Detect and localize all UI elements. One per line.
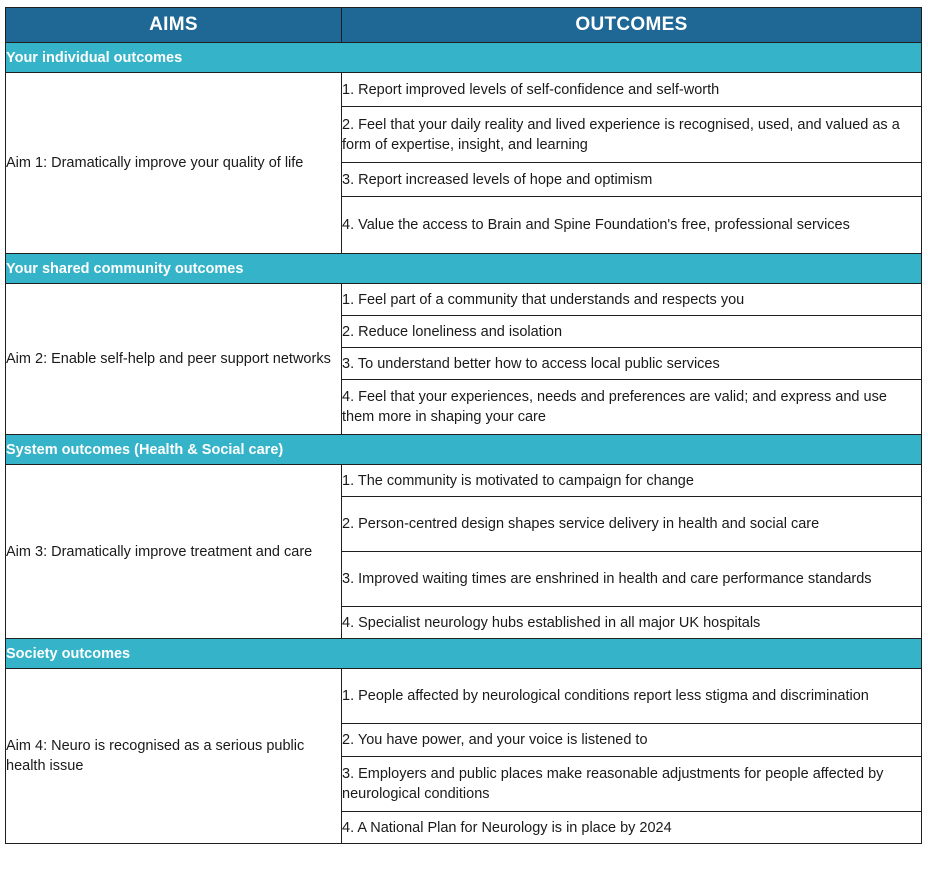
section-title-society: Society outcomes (6, 639, 922, 669)
aim-3-cell: Aim 3: Dramatically improve treatment and care (6, 465, 342, 639)
outcome-cell: 3. Employers and public places make reasonable adjustments for people affected by neurological conditions (342, 757, 922, 812)
outcome-cell: 2. You have power, and your voice is listened to (342, 724, 922, 757)
aim-4-cell: Aim 4: Neuro is recognised as a serious public health issue (6, 669, 342, 844)
outcome-cell: 2. Person-centred design shapes service delivery in health and social care (342, 497, 922, 552)
outcome-cell: 3. Improved waiting times are enshrined in health and care performance standards (342, 552, 922, 607)
aim-1-cell: Aim 1: Dramatically improve your quality of life (6, 73, 342, 254)
outcomes-column-header: OUTCOMES (342, 8, 922, 43)
outcome-row (6, 669, 922, 724)
outcome-row (6, 284, 922, 316)
section-title-individual: Your individual outcomes (6, 43, 922, 73)
aims-outcomes-table (5, 7, 922, 844)
outcome-cell: 4. A National Plan for Neurology is in place by 2024 (342, 812, 922, 844)
section-row (6, 639, 922, 669)
outcome-cell: 2. Feel that your daily reality and lived experience is recognised, used, and valued as a form of expertise, insight, and learning (342, 107, 922, 163)
outcome-cell: 2. Reduce loneliness and isolation (342, 316, 922, 348)
section-title-community: Your shared community outcomes (6, 254, 922, 284)
outcome-cell: 1. People affected by neurological conditions report less stigma and discrimination (342, 669, 922, 724)
outcome-cell: 4. Feel that your experiences, needs and preferences are valid; and express and use them more in shaping your care (342, 380, 922, 435)
outcome-cell: 1. Report improved levels of self-confidence and self-worth (342, 73, 922, 107)
aims-column-header: AIMS (6, 8, 342, 43)
outcome-cell: 3. To understand better how to access local public services (342, 348, 922, 380)
outcome-row (6, 73, 922, 107)
aim-2-cell: Aim 2: Enable self-help and peer support networks (6, 284, 342, 435)
section-row (6, 435, 922, 465)
outcome-cell: 3. Report increased levels of hope and optimism (342, 163, 922, 197)
section-row (6, 254, 922, 284)
outcome-cell: 4. Value the access to Brain and Spine Foundation's free, professional services (342, 197, 922, 254)
outcome-row (6, 465, 922, 497)
outcome-cell: 1. Feel part of a community that understands and respects you (342, 284, 922, 316)
outcome-cell: 1. The community is motivated to campaign for change (342, 465, 922, 497)
outcome-cell: 4. Specialist neurology hubs established in all major UK hospitals (342, 607, 922, 639)
header-row (6, 8, 922, 43)
section-row (6, 43, 922, 73)
section-title-system: System outcomes (Health & Social care) (6, 435, 922, 465)
